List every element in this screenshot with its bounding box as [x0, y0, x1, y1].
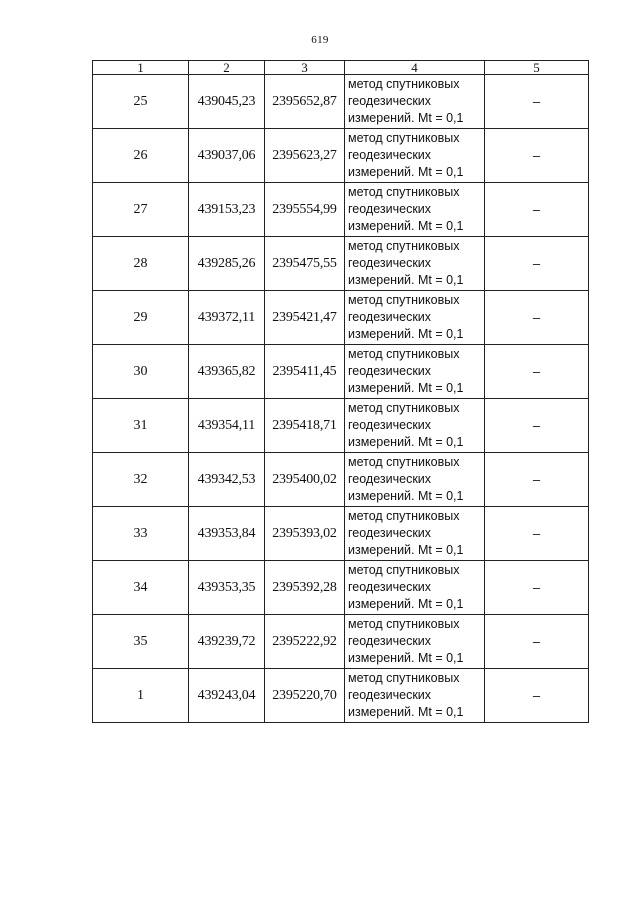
method-line: геодезических [348, 688, 432, 702]
x-coordinate-cell: 439354,11 [189, 399, 265, 453]
method-line: метод спутниковых [348, 239, 460, 253]
x-coordinate-cell: 439153,23 [189, 183, 265, 237]
method-cell [345, 669, 485, 723]
point-number-cell: 25 [93, 75, 189, 129]
table-row [93, 615, 589, 669]
method-line: метод спутниковых [348, 77, 460, 91]
x-coordinate-cell: 439365,82 [189, 345, 265, 399]
note-cell: – [485, 183, 589, 237]
note-cell: – [485, 453, 589, 507]
method-line: геодезических [348, 148, 432, 162]
x-coordinate-cell: 439239,72 [189, 615, 265, 669]
method-line: измерений. Mt = 0,1 [348, 705, 464, 719]
coordinates-table [92, 60, 589, 723]
point-number-cell: 1 [93, 669, 189, 723]
method-line: измерений. Mt = 0,1 [348, 381, 464, 395]
method-line: измерений. Mt = 0,1 [348, 327, 464, 341]
point-number-cell: 28 [93, 237, 189, 291]
table-row [93, 507, 589, 561]
point-number-cell: 31 [93, 399, 189, 453]
method-line: геодезических [348, 526, 432, 540]
method-line: измерений. Mt = 0,1 [348, 435, 464, 449]
y-coordinate-cell: 2395392,28 [265, 561, 345, 615]
table-row [93, 291, 589, 345]
point-number-cell: 34 [93, 561, 189, 615]
method-line: геодезических [348, 634, 432, 648]
method-line: измерений. Mt = 0,1 [348, 273, 464, 287]
y-coordinate-cell: 2395475,55 [265, 237, 345, 291]
x-coordinate-cell: 439285,26 [189, 237, 265, 291]
header-col-5: 5 [485, 61, 589, 75]
header-col-4: 4 [345, 61, 485, 75]
y-coordinate-cell: 2395418,71 [265, 399, 345, 453]
method-cell [345, 615, 485, 669]
y-coordinate-cell: 2395393,02 [265, 507, 345, 561]
table-header [93, 61, 589, 75]
method-cell [345, 345, 485, 399]
note-cell: – [485, 291, 589, 345]
table-row [93, 75, 589, 129]
y-coordinate-cell: 2395411,45 [265, 345, 345, 399]
x-coordinate-cell: 439243,04 [189, 669, 265, 723]
method-cell [345, 507, 485, 561]
method-line: геодезических [348, 256, 432, 270]
note-cell: – [485, 345, 589, 399]
table-row [93, 237, 589, 291]
method-line: геодезических [348, 94, 432, 108]
table-row [93, 399, 589, 453]
point-number-cell: 33 [93, 507, 189, 561]
y-coordinate-cell: 2395421,47 [265, 291, 345, 345]
method-line: геодезических [348, 418, 432, 432]
method-line: метод спутниковых [348, 347, 460, 361]
y-coordinate-cell: 2395400,02 [265, 453, 345, 507]
point-number-cell: 29 [93, 291, 189, 345]
x-coordinate-cell: 439372,11 [189, 291, 265, 345]
table-row [93, 345, 589, 399]
header-col-2: 2 [189, 61, 265, 75]
method-line: измерений. Mt = 0,1 [348, 219, 464, 233]
method-line: измерений. Mt = 0,1 [348, 651, 464, 665]
table-row [93, 669, 589, 723]
note-cell: – [485, 507, 589, 561]
method-line: измерений. Mt = 0,1 [348, 597, 464, 611]
method-line: измерений. Mt = 0,1 [348, 489, 464, 503]
note-cell: – [485, 669, 589, 723]
method-line: измерений. Mt = 0,1 [348, 543, 464, 557]
method-cell [345, 237, 485, 291]
header-col-1: 1 [93, 61, 189, 75]
point-number-cell: 27 [93, 183, 189, 237]
method-line: метод спутниковых [348, 671, 460, 685]
method-line: метод спутниковых [348, 401, 460, 415]
y-coordinate-cell: 2395623,27 [265, 129, 345, 183]
method-line: геодезических [348, 472, 432, 486]
method-line: метод спутниковых [348, 293, 460, 307]
method-cell [345, 75, 485, 129]
table-body [93, 75, 589, 723]
method-line: метод спутниковых [348, 131, 460, 145]
note-cell: – [485, 615, 589, 669]
method-line: геодезических [348, 364, 432, 378]
note-cell: – [485, 561, 589, 615]
note-cell: – [485, 399, 589, 453]
y-coordinate-cell: 2395554,99 [265, 183, 345, 237]
method-line: геодезических [348, 310, 432, 324]
method-cell [345, 183, 485, 237]
method-line: метод спутниковых [348, 455, 460, 469]
method-cell [345, 453, 485, 507]
method-cell [345, 399, 485, 453]
note-cell: – [485, 129, 589, 183]
y-coordinate-cell: 2395220,70 [265, 669, 345, 723]
method-line: измерений. Mt = 0,1 [348, 111, 464, 125]
note-cell: – [485, 237, 589, 291]
point-number-cell: 26 [93, 129, 189, 183]
method-cell [345, 129, 485, 183]
note-cell: – [485, 75, 589, 129]
x-coordinate-cell: 439342,53 [189, 453, 265, 507]
point-number-cell: 35 [93, 615, 189, 669]
header-row [93, 61, 589, 75]
point-number-cell: 32 [93, 453, 189, 507]
y-coordinate-cell: 2395652,87 [265, 75, 345, 129]
method-line: геодезических [348, 580, 432, 594]
table-row [93, 453, 589, 507]
x-coordinate-cell: 439045,23 [189, 75, 265, 129]
x-coordinate-cell: 439353,84 [189, 507, 265, 561]
x-coordinate-cell: 439353,35 [189, 561, 265, 615]
x-coordinate-cell: 439037,06 [189, 129, 265, 183]
point-number-cell: 30 [93, 345, 189, 399]
method-cell [345, 291, 485, 345]
table-row [93, 129, 589, 183]
table-row [93, 183, 589, 237]
method-line: измерений. Mt = 0,1 [348, 165, 464, 179]
page-number: 619 [311, 34, 329, 46]
method-line: метод спутниковых [348, 563, 460, 577]
method-line: геодезических [348, 202, 432, 216]
method-line: метод спутниковых [348, 617, 460, 631]
method-cell [345, 561, 485, 615]
header-col-3: 3 [265, 61, 345, 75]
table-row [93, 561, 589, 615]
method-line: метод спутниковых [348, 185, 460, 199]
method-line: метод спутниковых [348, 509, 460, 523]
y-coordinate-cell: 2395222,92 [265, 615, 345, 669]
